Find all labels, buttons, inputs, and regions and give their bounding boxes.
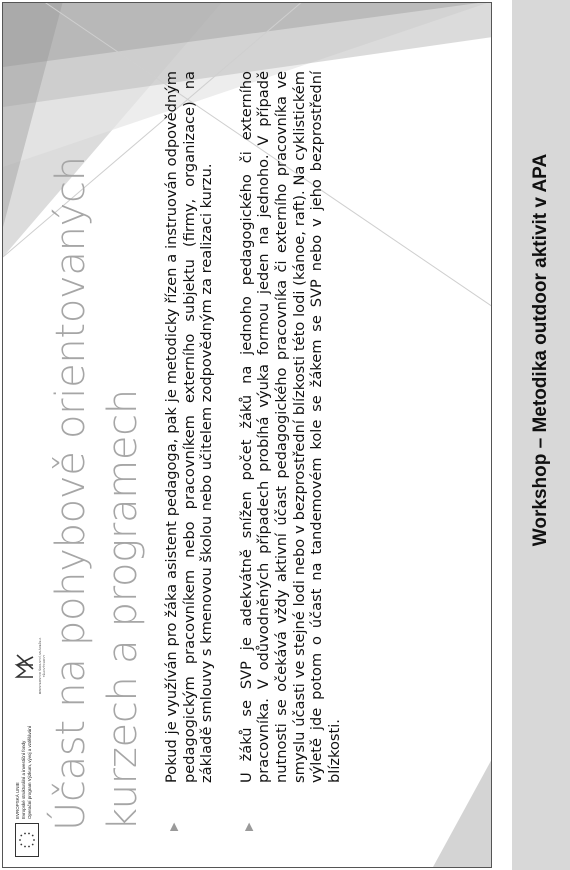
bullet-list — [163, 71, 365, 831]
ministry-logo-text: MINISTERSTVO ŠKOLSTVÍ, MLÁDEŽE A TĚLOVÝCHOVY — [38, 637, 46, 695]
side-banner — [512, 0, 570, 870]
ministry-logo — [11, 637, 45, 695]
bullet-arrow-icon: ▶ — [167, 822, 180, 831]
eu-logo-text — [15, 726, 33, 819]
bullet-arrow-icon: ▶ — [241, 822, 255, 831]
slide-frame — [2, 2, 492, 868]
slide-title: Účast na pohybově orientovaných kurzech a programech — [48, 156, 146, 831]
eu-logo-line: Evropské strukturální a investiční fondy — [21, 740, 26, 819]
eu-logo-line: Operační program Výzkum, vývoj a vzdělávání — [27, 725, 32, 819]
bullet-text: U žáků se SVP je adekvátně snížen počet žáků na jednoho pedagogického či externího pracovníka. V odůvodněných případech probíhá výuka formou jeden na jednoho. V případě nutnosti se očekává vždy aktivní účast pedagogického pracovníka či externího pracovníka ve smyslu účasti ve stejné lodi nebo v bezprostřední blízkosti této lodi (kánoe, raft). Na cyklistickém výletě jde potom o účast na tandemovém kole se žákem se SVP nebo v jeho bezprostřední blízkosti. — [237, 71, 343, 783]
workshop-caption: Workshop – Metodika outdoor aktivit v APA — [530, 153, 551, 547]
bullet-text: Pokud je využíván pro žáka asistent pedagoga, pak je metodicky řízen a instruován odpovědným pedagogickým pracovníkem nebo pracovníkem externího subjektu (firmy, organizace) na základě smlouvy s kmenovou školou nebo učitelem zodpovědným za realizaci kurzu. — [163, 71, 216, 783]
bullet-item — [163, 71, 216, 831]
presentation-slide — [2, 2, 492, 868]
eu-flag-logo — [15, 823, 39, 857]
eu-logo-line: EVROPSKÁ UNIE — [15, 782, 20, 819]
bullet-item — [238, 71, 344, 831]
